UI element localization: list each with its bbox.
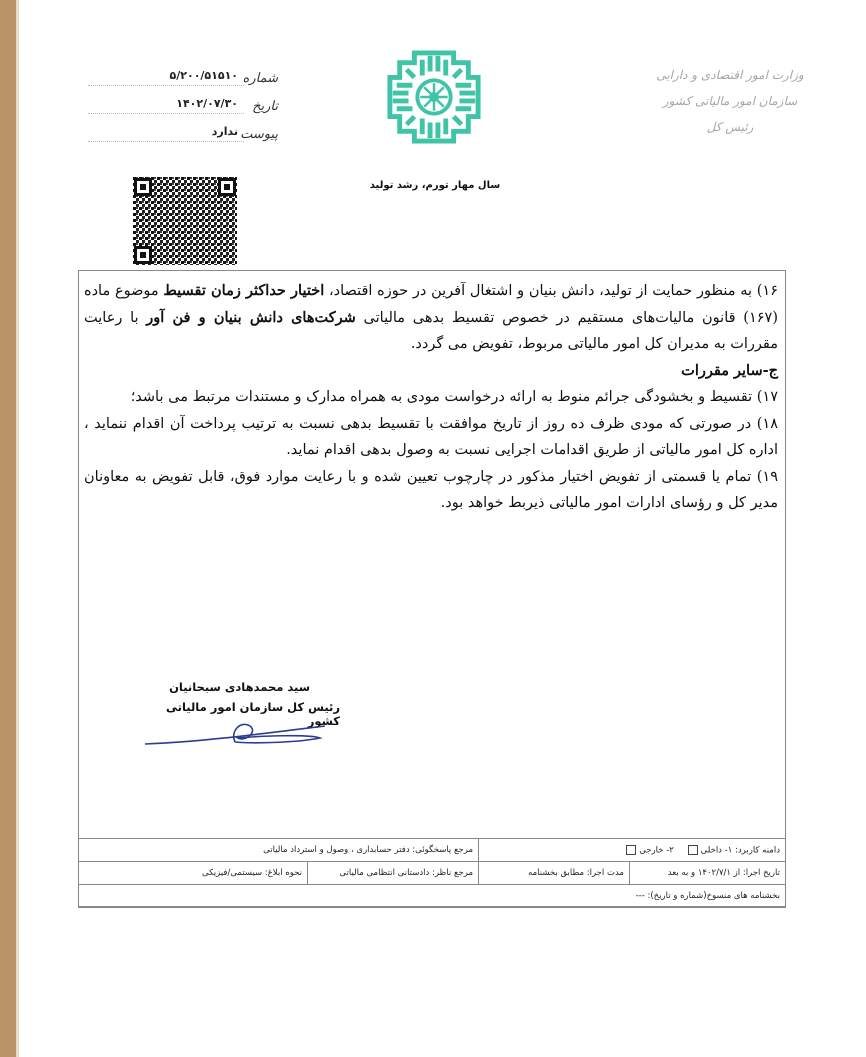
clause-19: ۱۹) تمام یا قسمتی از تفویض اختیار مذکور در چارچوب تعیین شده و با رعایت موارد فوق، قابل تفویض به معاونان مدیر کل و رؤسای ادارات امور مالیاتی ذیربط خواهد بود. xyxy=(84,468,778,511)
letter-attachment-value: ندارد xyxy=(88,123,244,142)
exec-duration-cell: مدت اجرا: مطابق بخشنامه xyxy=(479,862,630,885)
scan-edge-highlight xyxy=(16,0,19,1057)
letter-attachment-row xyxy=(88,116,278,142)
footer-row-1 xyxy=(79,839,786,862)
letter-attachment-label: پیوست xyxy=(240,127,278,142)
ministry-line: وزارت امور اقتصادی و دارایی xyxy=(656,68,804,82)
exec-date-cell: تاریخ اجرا: از ۱۴۰۲/۷/۱ و به بعد xyxy=(630,862,786,885)
letter-number-label: شماره xyxy=(242,71,278,86)
clause-16-text-b: موضوع ماده (۱۶۷) قانون مالیات‌های مستقیم در خصوص تقسیط بدهی مالیاتی xyxy=(84,283,778,326)
circular-info-table xyxy=(78,838,786,908)
notification-method-cell: نحوه ابلاغ: سیستمی/فیزیکی xyxy=(79,862,308,885)
letter-date-row xyxy=(88,88,278,114)
supervisory-ref-cell: مرجع ناظر: دادستانی انتظامی مالیاتی xyxy=(308,862,479,885)
clause-18: ۱۸) در صورتی که مودی ظرف ده روز از تاریخ موافقت با تقسیط بدهی نسبت به ترتیب پرداخت آن اقدام ننماید ، اداره کل امور مالیاتی از طریق اقدامات اجرایی نسبت به وصول بدهی اقدام نماید. xyxy=(84,415,778,458)
qr-code-icon xyxy=(133,177,237,265)
clause-16-bold-a: اختیار حداکثر زمان تقسیط xyxy=(163,282,325,299)
ministry-header xyxy=(640,62,820,140)
section-heading: ج-سایر مقررات xyxy=(681,361,778,379)
clause-17: ۱۷) تقسیط و بخشودگی جرائم منوط به ارائه درخواست مودی به همراه مدارک و مستندات مرتبط می باشد؛ xyxy=(130,389,778,405)
internal-checkbox[interactable] xyxy=(688,845,698,855)
letter-date-value: ۱۴۰۲/۰۷/۳۰ xyxy=(88,95,244,114)
footer-row-3 xyxy=(79,885,786,908)
year-slogan: سال مهار تورم، رشد تولید xyxy=(369,180,501,191)
scan-edge xyxy=(0,0,16,1057)
tax-organization-logo-icon xyxy=(385,48,483,146)
superseded-circulars-cell: بخشنامه های منسوخ(شماره و تاریخ): --- xyxy=(79,885,786,908)
clause-16-text-c: با رعایت مقررات به مدیران کل امور مالیاتی مربوط، تفویض می گردد. xyxy=(84,309,778,352)
footer-row-2 xyxy=(79,862,786,885)
letter-body xyxy=(84,278,778,517)
letter-meta xyxy=(88,60,278,144)
head-title-line: رئیس کل xyxy=(706,120,754,134)
clause-16-bold-b: شرکت‌های دانش بنیان و فن آور xyxy=(146,308,356,326)
letter-number-value: ۵/۲۰۰/۵۱۵۱۰ xyxy=(88,67,244,86)
signer-name: سید محمدهادی سبحانیان xyxy=(169,680,310,694)
usage-scope-cell xyxy=(479,839,786,862)
responsible-ref-cell: مرجع پاسخگوئی: دفتر حسابداری ، وصول و استرداد مالیاتی xyxy=(79,839,479,862)
clause-16-text-a: ۱۶) به منظور حمایت از تولید، دانش بنیان و اشتغال آفرین در حوزه اقتصاد، xyxy=(324,283,778,299)
signer-title: رئیس کل سازمان امور مالیاتی کشور xyxy=(166,700,340,728)
letter-number-row xyxy=(88,60,278,86)
handwritten-signature-icon xyxy=(140,712,330,752)
usage-scope-external-label: ۲- خارجی xyxy=(639,845,674,856)
clause-16 xyxy=(84,278,778,358)
usage-scope-internal-label: دامنه کاربرد: ۱- داخلی xyxy=(700,845,780,856)
external-checkbox[interactable] xyxy=(626,845,636,855)
organization-line: سازمان امور مالیاتی کشور xyxy=(662,94,798,108)
letter-date-label: تاریخ xyxy=(252,99,278,114)
